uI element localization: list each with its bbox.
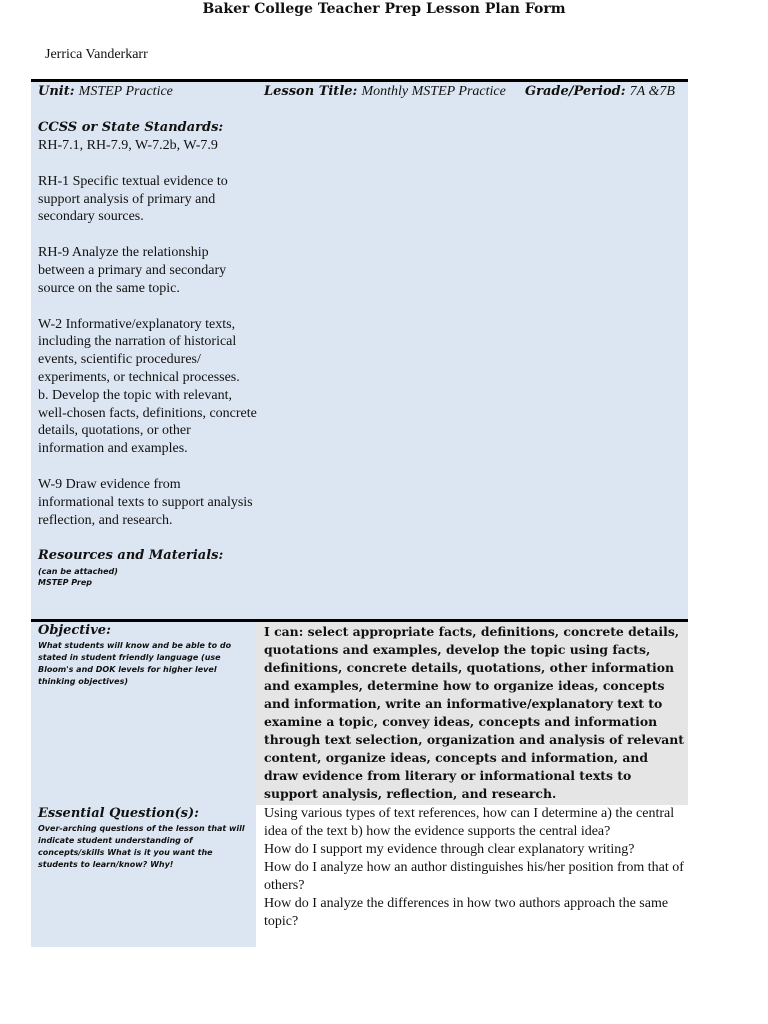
- document-title: Baker College Teacher Prep Lesson Plan Form: [202, 1, 566, 17]
- standard-item: RH-9 Analyze the relationship between a primary and secondary source on the same topic.: [38, 245, 227, 296]
- standards-heading: CCSS or State Standards:: [38, 120, 224, 135]
- lesson-title-field: [264, 84, 506, 100]
- ican-text: select appropriate facts, definitions, concrete details, quotations and examples, develop the topic using facts, definitions, concrete details, quotations, other information and examples, determine how to organize ideas, concepts and information, write an informative/explanatory text to examine a topic, convey ideas, concepts and information through text selection, organization and analysis of relevant content, organize ideas, concepts and information, and draw evidence from literary or informational texts to support analysis, reflection, and research.: [264, 624, 684, 801]
- essential-question: How do I analyze the differences in how two authors approach the same topic?: [264, 896, 669, 929]
- unit-value: MSTEP Practice: [78, 84, 173, 99]
- standard-item: b. Develop the topic with relevant, well-chosen facts, definitions, concrete details, quotations, or other information and examples.: [38, 387, 257, 457]
- grade-label: Grade/Period:: [525, 84, 626, 99]
- standards-codes: RH-7.1, RH-7.9, W-7.2b, W-7.9: [38, 138, 218, 153]
- standard-item: RH-1 Specific textual evidence to support analysis of primary and secondary sources.: [38, 173, 228, 225]
- standard-item: W-2 Informative/explanatory texts, including the narration of historical events, scientific procedures/ experiments, or technical processes.: [38, 316, 240, 385]
- unit-field: [38, 84, 173, 100]
- ican-label: I can:: [264, 624, 304, 639]
- essential-questions-list: [264, 805, 684, 931]
- unit-label: Unit:: [38, 84, 75, 99]
- objective-ican: [264, 623, 684, 803]
- essential-question: How do I analyze how an author distinguishes his/her position from that of others?: [264, 860, 684, 893]
- objective-description: What students will know and be able to do stated in student friendly language (use Bloom's and DOK levels for higher level thinking objectives): [38, 641, 232, 686]
- resources-heading: Resources and Materials:: [38, 548, 224, 563]
- standards-list: [38, 137, 258, 529]
- objective-heading: Objective:: [38, 623, 111, 638]
- essential-question: Using various types of text references, how can I determine a) the central idea of the text b) how the evidence supports the central idea?: [264, 806, 675, 839]
- lesson-title-value: Monthly MSTEP Practice: [361, 84, 506, 99]
- lesson-title-label: Lesson Title:: [264, 84, 358, 99]
- author-name: Jerrica Vanderkarr: [45, 47, 148, 62]
- resources-item: MSTEP Prep: [38, 578, 93, 587]
- grade-value: 7A &7B: [629, 84, 675, 99]
- essential-questions-heading: Essential Question(s):: [38, 806, 199, 821]
- grade-field: [525, 84, 675, 100]
- essential-question: How do I support my evidence through clear explanatory writing?: [264, 842, 635, 857]
- resources-note: (can be attached): [38, 567, 118, 576]
- essential-questions-description: Over-arching questions of the lesson that will indicate student understanding of concepts/skills What is it you want the students to learn/know? Why!: [38, 824, 245, 869]
- standard-item: W-9 Draw evidence from informational texts to support analysis reflection, and research.: [38, 476, 253, 528]
